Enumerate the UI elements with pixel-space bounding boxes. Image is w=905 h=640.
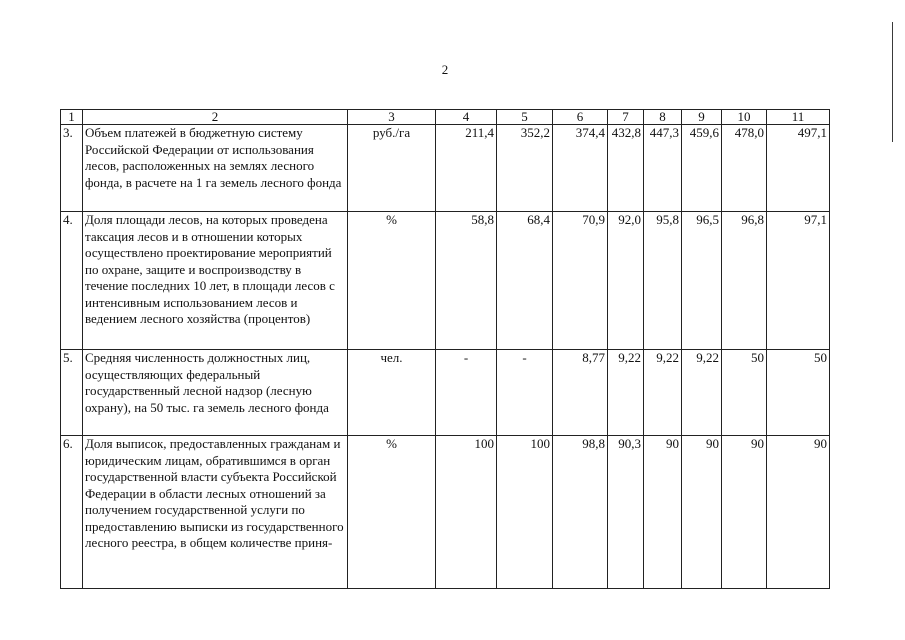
- indicator-description: Доля выписок, предоставленных гражданам и юридическим лицам, обратившимся в орган государственной власти субъекта Российской Федерации в области лесных отношений за получением государственной услуги по предоставлению выписки из государственного лесного реестра, в общем количестве приня-: [83, 436, 348, 589]
- value-cell: 447,3: [644, 125, 682, 212]
- value-cell: 432,8: [608, 125, 644, 212]
- row-number: 3.: [61, 125, 83, 212]
- unit-cell: руб./га: [348, 125, 436, 212]
- header-cell: 1: [61, 110, 83, 125]
- indicator-description: Средняя численность должностных лиц, осуществляющих федеральный государственный лесной надзор (лесную охрану), на 50 тыс. га земель лесного фонда: [83, 350, 348, 436]
- value-cell: 9,22: [644, 350, 682, 436]
- value-cell: 352,2: [497, 125, 553, 212]
- data-table: [60, 109, 830, 589]
- value-cell: 97,1: [767, 212, 830, 350]
- value-cell: 98,8: [553, 436, 608, 589]
- value-cell: 92,0: [608, 212, 644, 350]
- value-cell: 478,0: [722, 125, 767, 212]
- value-cell: 8,77: [553, 350, 608, 436]
- value-cell: 9,22: [608, 350, 644, 436]
- value-cell: -: [436, 350, 497, 436]
- row-number: 4.: [61, 212, 83, 350]
- value-cell: 459,6: [682, 125, 722, 212]
- header-cell: 10: [722, 110, 767, 125]
- header-cell: 4: [436, 110, 497, 125]
- table-row: [61, 350, 830, 436]
- value-cell: 90: [767, 436, 830, 589]
- value-cell: 211,4: [436, 125, 497, 212]
- value-cell: 497,1: [767, 125, 830, 212]
- unit-cell: %: [348, 436, 436, 589]
- value-cell: 374,4: [553, 125, 608, 212]
- value-cell: 58,8: [436, 212, 497, 350]
- header-cell: 7: [608, 110, 644, 125]
- value-cell: 90: [644, 436, 682, 589]
- value-cell: 95,8: [644, 212, 682, 350]
- value-cell: 90: [682, 436, 722, 589]
- table-row: [61, 125, 830, 212]
- scan-edge-mark: [892, 22, 893, 142]
- table-row: [61, 436, 830, 589]
- value-cell: 68,4: [497, 212, 553, 350]
- value-cell: 90,3: [608, 436, 644, 589]
- page-number: 2: [441, 62, 449, 77]
- value-cell: 50: [722, 350, 767, 436]
- value-cell: 100: [436, 436, 497, 589]
- value-cell: 90: [722, 436, 767, 589]
- value-cell: 9,22: [682, 350, 722, 436]
- header-cell: 8: [644, 110, 682, 125]
- value-cell: 96,8: [722, 212, 767, 350]
- header-cell: 6: [553, 110, 608, 125]
- value-cell: 96,5: [682, 212, 722, 350]
- header-cell: 5: [497, 110, 553, 125]
- value-cell: 100: [497, 436, 553, 589]
- unit-cell: %: [348, 212, 436, 350]
- row-number: 6.: [61, 436, 83, 589]
- table-row: [61, 212, 830, 350]
- value-cell: 50: [767, 350, 830, 436]
- row-number: 5.: [61, 350, 83, 436]
- header-row: [61, 110, 830, 125]
- unit-cell: чел.: [348, 350, 436, 436]
- header-cell: 9: [682, 110, 722, 125]
- indicator-description: Доля площади лесов, на которых проведена таксация лесов и в отношении которых осуществлено проектирование мероприятий по охране, защите и воспроизводству в течение последних 10 лет, в площади лесов с интенсивным использованием лесов и ведением лесного хозяйства (процентов): [83, 212, 348, 350]
- header-cell: 3: [348, 110, 436, 125]
- indicator-description: Объем платежей в бюджетную систему Российской Федерации от использования лесов, расположенных на землях лесного фонда, в расчете на 1 га земель лесного фонда: [83, 125, 348, 212]
- header-cell: 2: [83, 110, 348, 125]
- value-cell: 70,9: [553, 212, 608, 350]
- header-cell: 11: [767, 110, 830, 125]
- value-cell: -: [497, 350, 553, 436]
